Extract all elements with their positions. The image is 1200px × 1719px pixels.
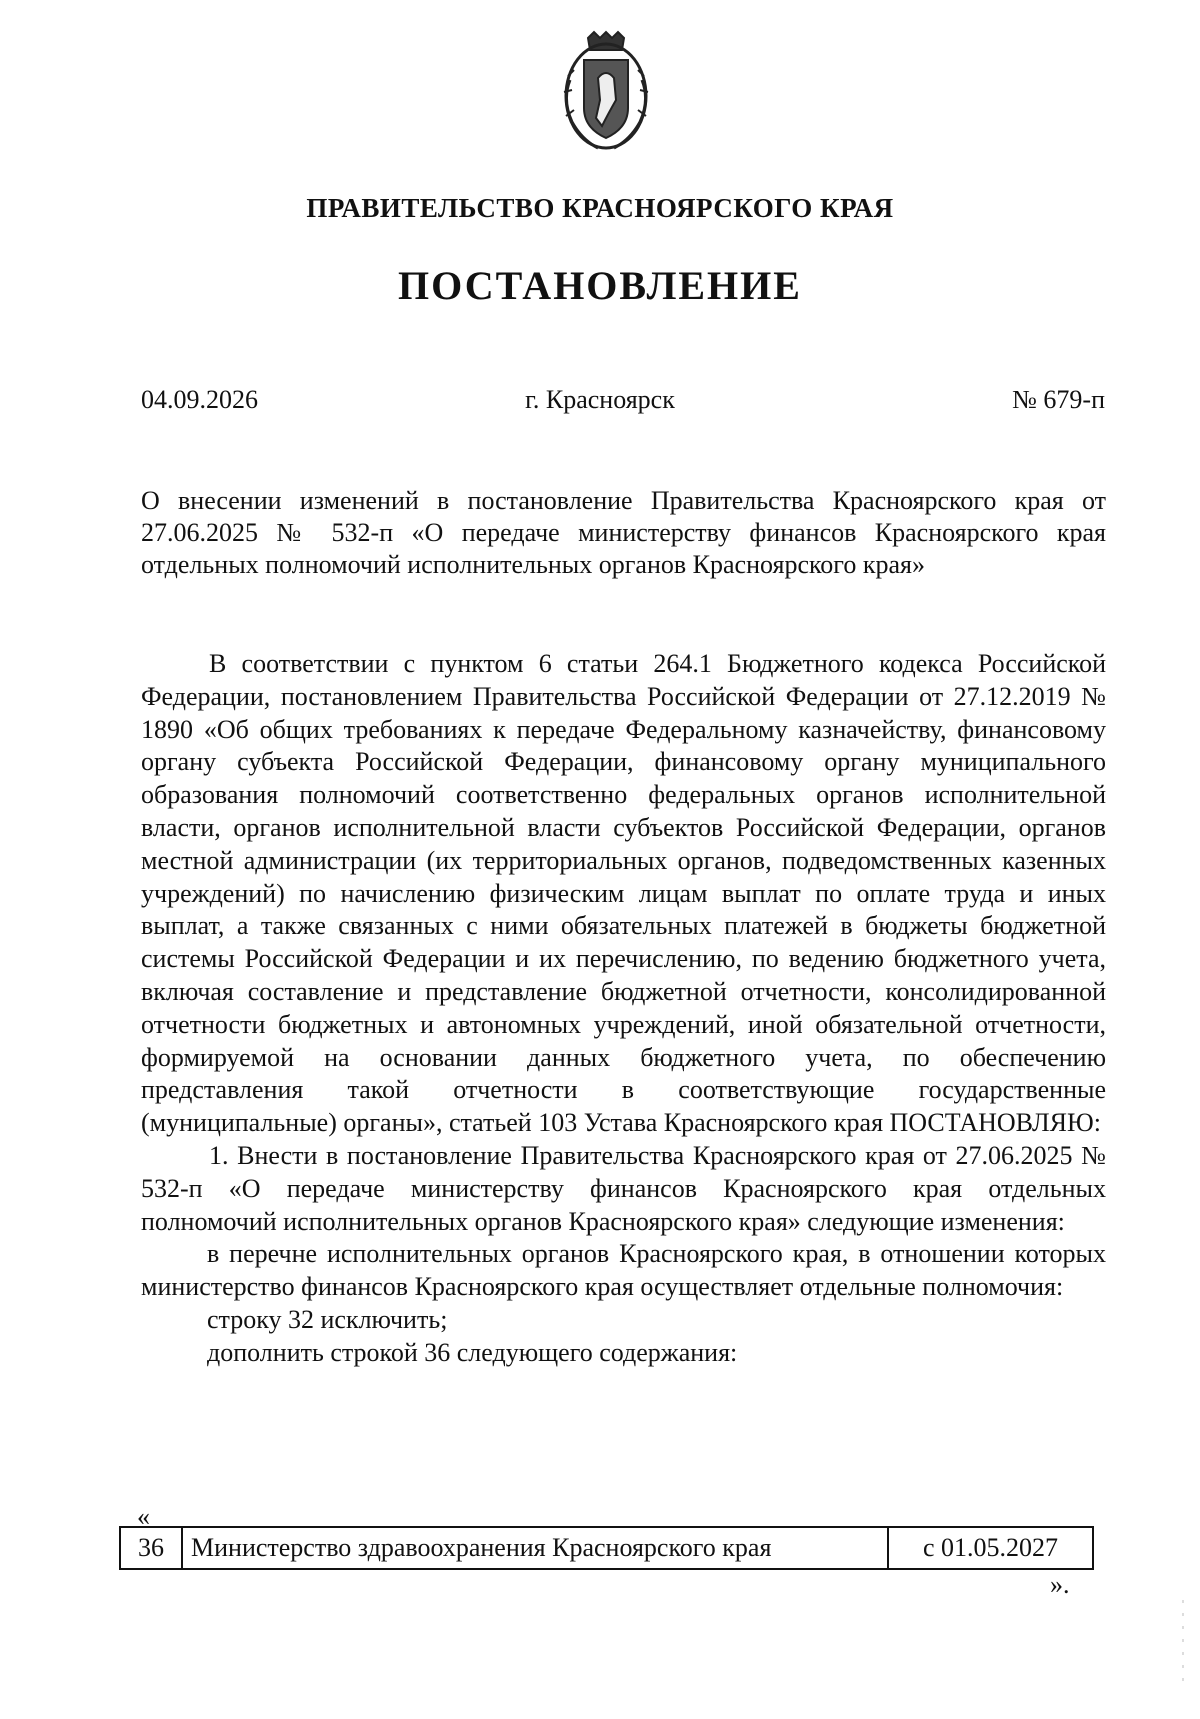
item-1-sub-paragraph: в перечне исполнительных органов Красноярского края, в отношении которых министерство финансов Красноярского края осуществляет отдельные полномочия: bbox=[141, 1239, 1106, 1302]
organization-name: ПРАВИТЕЛЬСТВО КРАСНОЯРСКОГО КРАЯ bbox=[306, 193, 894, 223]
document-body bbox=[141, 648, 1106, 1370]
document-type: ПОСТАНОВЛЕНИЕ bbox=[398, 263, 802, 308]
table-row bbox=[120, 1527, 1093, 1569]
preamble-paragraph: В соответствии с пунктом 6 статьи 264.1 Бюджетного кодекса Российской Федерации, постановлением Правительства Российской Федерации от 27.12.2019 № 1890 «Об общих требованиях к передаче Федеральному казначейству, финансовому органу субъекта Российской Федерации, финансовому органу муниципального образования полномочий соответственно федеральных органов исполнительной власти, органов исполнительной власти субъектов Российской Федерации, органов местной администрации (их территориальных органов, подведомственных казенных учреждений) по начислению физическим лицам выплат по оплате труда и иных выплат, а также связанных с ними обязательных платежей в бюджеты бюджетной системы Российской Федерации и их перечислению, по ведению бюджетного учета, включая составление и представление бюджетной отчетности, консолидированной отчетности бюджетных и автономных учреждений, иной обязательной отчетности, формируемой на основании данных бюджетного учета, по обеспечению представления такой отчетности в соответствующие государственные (муниципальные) органы», статьей 103 Устава Красноярского края ПОСТАНОВЛЯЮ: bbox=[141, 649, 1106, 1138]
add-line: дополнить строкой 36 следующего содержания: bbox=[207, 1337, 738, 1367]
row-organ-cell: Министерство здравоохранения Красноярского края bbox=[182, 1527, 888, 1569]
item-1-paragraph: 1. Внести в постановление Правительства Красноярского края от 27.06.2025 № 532-п «О передаче министерству финансов Красноярского края отдельных полномочий исполнительных органов Красноярского края» следующие изменения: bbox=[141, 1140, 1106, 1236]
document-title: О внесении изменений в постановление Правительства Красноярского края от 27.06.2025 № 532-п «О передаче министерству финансов Красноярского края отдельных полномочий исполнительных органов Красноярского края» bbox=[141, 486, 1106, 579]
inserted-row-table bbox=[119, 1526, 1094, 1570]
document-city: г. Красноярск bbox=[525, 385, 675, 414]
quote-open: « bbox=[137, 1502, 150, 1531]
exclude-line: строку 32 исключить; bbox=[207, 1304, 448, 1334]
document-date: 04.09.2026 bbox=[141, 385, 258, 414]
scan-margin-marks bbox=[1182, 1600, 1184, 1690]
row-number-cell: 36 bbox=[120, 1527, 182, 1569]
row-date-cell: с 01.05.2027 bbox=[888, 1527, 1093, 1569]
document-number: № 679-п bbox=[1012, 385, 1105, 414]
emblem bbox=[558, 30, 654, 154]
quote-close: ». bbox=[1050, 1570, 1070, 1599]
coat-of-arms-icon bbox=[558, 30, 654, 154]
